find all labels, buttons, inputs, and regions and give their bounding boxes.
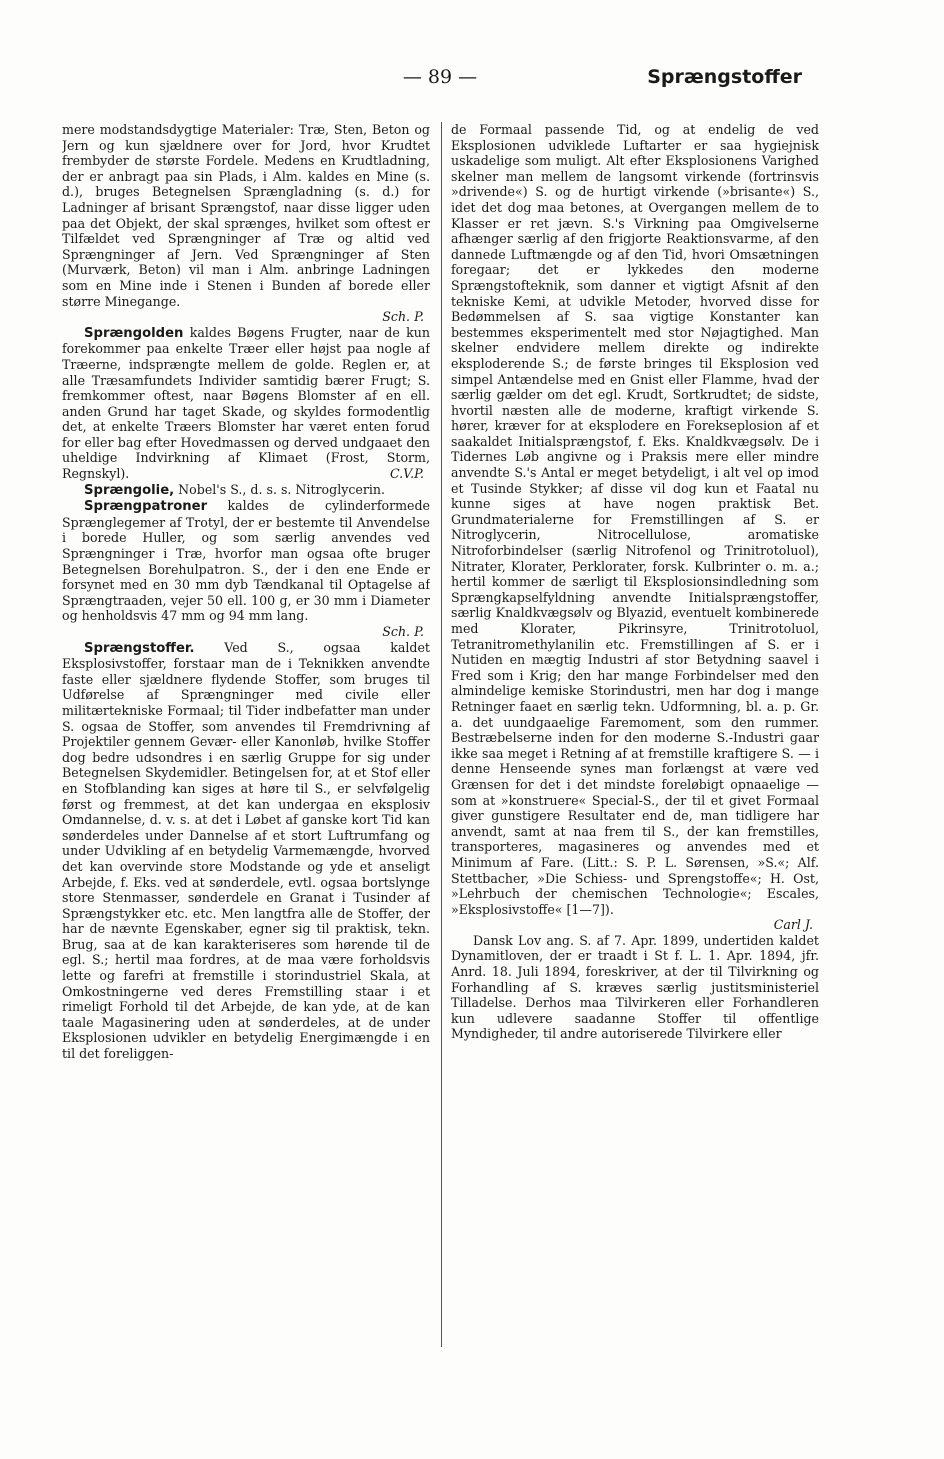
author-signature: Sch. P. [382,309,424,325]
entry-headword: Sprængpatroner [84,499,208,515]
running-head: Sprængstoffer [647,66,802,88]
entry-headword: Sprængolden [84,325,184,341]
paragraph: mere modstandsdygtige Materialer: Træ, Sten, Beton og Jern og kun sjældnere over for Jord, hvor Krudtet frembyder de største Fordele. Medens en Krudtladning, der er anbragt paa sin Plads, i Alm. kaldes en Mine (s. d.), bruges Betegnelsen Sprængladning (s. d.) for Ladninger af brisant Sprængstof, naar disse ligger uden paa det Objekt, der skal sprænges, hvilket som oftest er Tilfældet ved Sprængninger af Træ og altid ved Sprængninger af Jern. Ved Sprængninger af Sten (Murværk, Beton) vil man i Alm. anbringe Ladningen som en Mine inde i Stenen i Bunden af borede eller større Minegange. [62,122,430,309]
entry-text: Nobel's S., d. s. s. Nitroglycerin. [174,481,386,497]
entry-sprængstoffer [62,640,430,1062]
entry-sprængpatroner [62,498,430,624]
column-divider [441,122,442,1347]
author-signature: Sch. P. [382,624,424,639]
right-column [451,122,819,1347]
page-number: — 89 — [402,66,478,88]
entry-sprængolden [62,325,430,482]
entry-headword: Sprængolie, [84,482,175,498]
paragraph: de Formaal passende Tid, og at endelig de ved Eksplosionen udviklede Luftarter er saa hygiejnisk uskadelige som muligt. Alt efter Eksplosionens Varighed skelner man mellem de langsomt virkende (fortrinsvis »drivende«) S. og de hurtigt virkende (»brisante«) S., idet det dog maa betones, at Overgangen mellem de to Klasser er ret jævn. S.'s Virkning paa Omgivelserne afhænger særlig af den frigjorte Reaktionsvarme, af den dannede Luftmængde og af den Tid, hvori Omsætningen foregaar; det er lykkedes den moderne Sprængstofteknik, som danner et vigtigt Afsnit af den tekniske Kemi, at udvikle Metoder, hvorved disse for Bedømmelsen af S. saa vigtige Konstanter kan bestemmes eksperimentelt med stor Nøjagtighed. Man skelner endvidere mellem direkte og indirekte eksploderende S.; de første bringes til Eksplosion ved simpel Antændelse med en Gnist eller Flamme, hvad der særlig gælder om det egl. Krudt, Sortkrudtet; de sidste, hvortil næsten alle de moderne, kraftigt virkende S. hører, kræver for at eksplodere en Forekseplosion af et saakaldet Initialsprængstof, f. Eks. Knaldkvægsølv. De i Tidernes Løb angivne og i Praksis mere eller mindre anvendte S.'s Antal er meget betydeligt, i alt vel op imod et Tusinde Stykker; af disse vil dog kun et Faatal nu kunne siges at have nogen praktisk Bet. Grundmaterialerne for Fremstillingen af S. er Nitroglycerin, Nitrocellulose, aromatiske Nitroforbindelser (særlig Nitrofenol og Trinitrotoluol), Nitrater, Klorater, Perklorater, forsk. Kulbrinter o. m. a.; hertil kommer de særligt til Eksplosionsindledning som Sprængkapselfyldning anvendte Initialsprængstoffer, særlig Knaldkvægsølv og Blyazid, eventuelt kombinerede med Klorater, Pikrinsyre, Trinitrotoluol, Tetranitromethylanilin etc. Fremstillingen af S. er i Nutiden en mægtig Industri af stor Betydning saavel i Fred som i Krig; den har mange Forbindelser med den almindelige kemiske Storindustri, men har dog i mange Retninger faaet en særlig tekn. Udformning, bl. a. p. Gr. a. det uundgaaelige Faremoment, som den rummer. Bestræbelserne inden for den moderne S.-Industri gaar ikke saa meget i Retning af at fremstille kraftigere S. — i denne Henseende synes man forlængst at være ved Grænsen for det i det mindste foreløbigt opnaaelige — som at »konstruere« Special-S., der til et givet Formaal giver gunstigere Resultater end de, man tidligere har anvendt, samt at naa frem til S., der kan fremstilles, transporteres, magasineres og anvendes med et Minimum af Fare. (Litt.: S. P. L. Sørensen, »S.«; Alf. Stettbacher, »Die Schiess- und Sprengstoffe«; H. Ost, »Lehrbuch der chemischen Technologie«; Escales, »Eksplosivstoffe« [1—7]). [451,122,819,917]
left-column [62,122,430,1347]
author-signature: C.V.P. [389,466,424,482]
paragraph: Dansk Lov ang. S. af 7. Apr. 1899, undertiden kaldet Dynamitloven, der er traadt i St f. L. 1. Apr. 1894, jfr. Anrd. 18. Juli 1894, foreskriver, at der til Tilvirkning og Forhandling af S. kræves særlig justitsministeriel Tilladelse. Derhos maa Tilvirkeren eller Forhandleren kun udlevere saadanne Stoffer til offentlige Myndigheder, til andre autoriserede Tilvirkere eller [451,932,819,1042]
entry-text: kaldes de cylinderformede Sprænglegemer af Trotyl, der er bestemte til Anvendelse i borede Huller, og som særlig anvendes ved Sprængninger i Træ, hvorfor man ogsaa ofte bruger Betegnelsen Borehulpatron. S., der i den ene Ende er forsynet med en 30 mm dyb Tændkanal til Optagelse af Sprængtraaden, vejer 50 ell. 100 g, er 30 mm i Diameter og henholdsvis 47 mm og 94 mm lang. [62,498,430,624]
entry-text: kaldes Bøgens Frugter, naar de kun forekommer paa enkelte Træer eller højst paa nogle af Træerne, indsprængte mellem de golde. Reglen er, at alle Træsamfundets Individer samtidig bærer Frugt; S. fremkommer oftest, naar Bøgens Blomster af en ell. anden Grund har taget Skade, og skyldes formodentlig det, at enkelte Træers Blomster har været enten forud for eller bag efter Hovedmassen og derved undgaaet den uheldige Indvirkning af Klimaet (Frost, Storm, Regnskyl). [62,324,430,482]
entry-sprængolie [62,482,430,499]
entry-text: Ved S., ogsaa kaldet Eksplosivstoffer, forstaar man de i Teknikken anvendte faste eller sjældnere flydende Stoffer, som bruges til Udførelse af Sprængninger med civile eller militærtekniske Formaal; til Tider indbefatter man under S. ogsaa de Stoffer, som anvendes til Fremdrivning af Projektiler gennem Gevær- eller Kanonløb, hvilke Stoffer dog bedre udsondres i en særlig Gruppe for sig under Betegnelsen Skydemidler. Betingelsen for, at et Stof eller en Stofblanding kan siges at høre til S., er selvfølgelig først og fremmest, at det kan undergaa en eksplosiv Omdannelse, d. v. s. at det i Løbet af ganske kort Tid kan sønderdeles under Dannelse af et stort Luftrumfang og under Udvikling af en betydelig Varmemængde, hvorved det kan overvinde store Modstande og yde et anseligt Arbejde, f. Eks. ved at sønderdele, evtl. ogsaa bortslynge store Stenmasser, sønderdele en Granat i Tusinder af Sprængstykker etc. etc. Men langtfra alle de Stoffer, der har de nævnte Egenskaber, egner sig til praktisk, tekn. Brug, saa at de kan karakteriseres som hørende til de egl. S.; hertil maa fordres, at de maa være forholdsvis lette og farefri at fremstille i storindustriel Skala, at Omkostningerne ved deres Fremstilling staar i et rimeligt Forhold til det Arbejde, de kan yde, at de kan taale Magasinering uden at sønderdeles, at de under Eksplosionen udvikler en betydelig Energimængde i en til det foreliggen- [62,639,430,1062]
entry-headword: Sprængstoffer. [84,640,195,656]
author-signature: Carl J. [773,917,813,933]
